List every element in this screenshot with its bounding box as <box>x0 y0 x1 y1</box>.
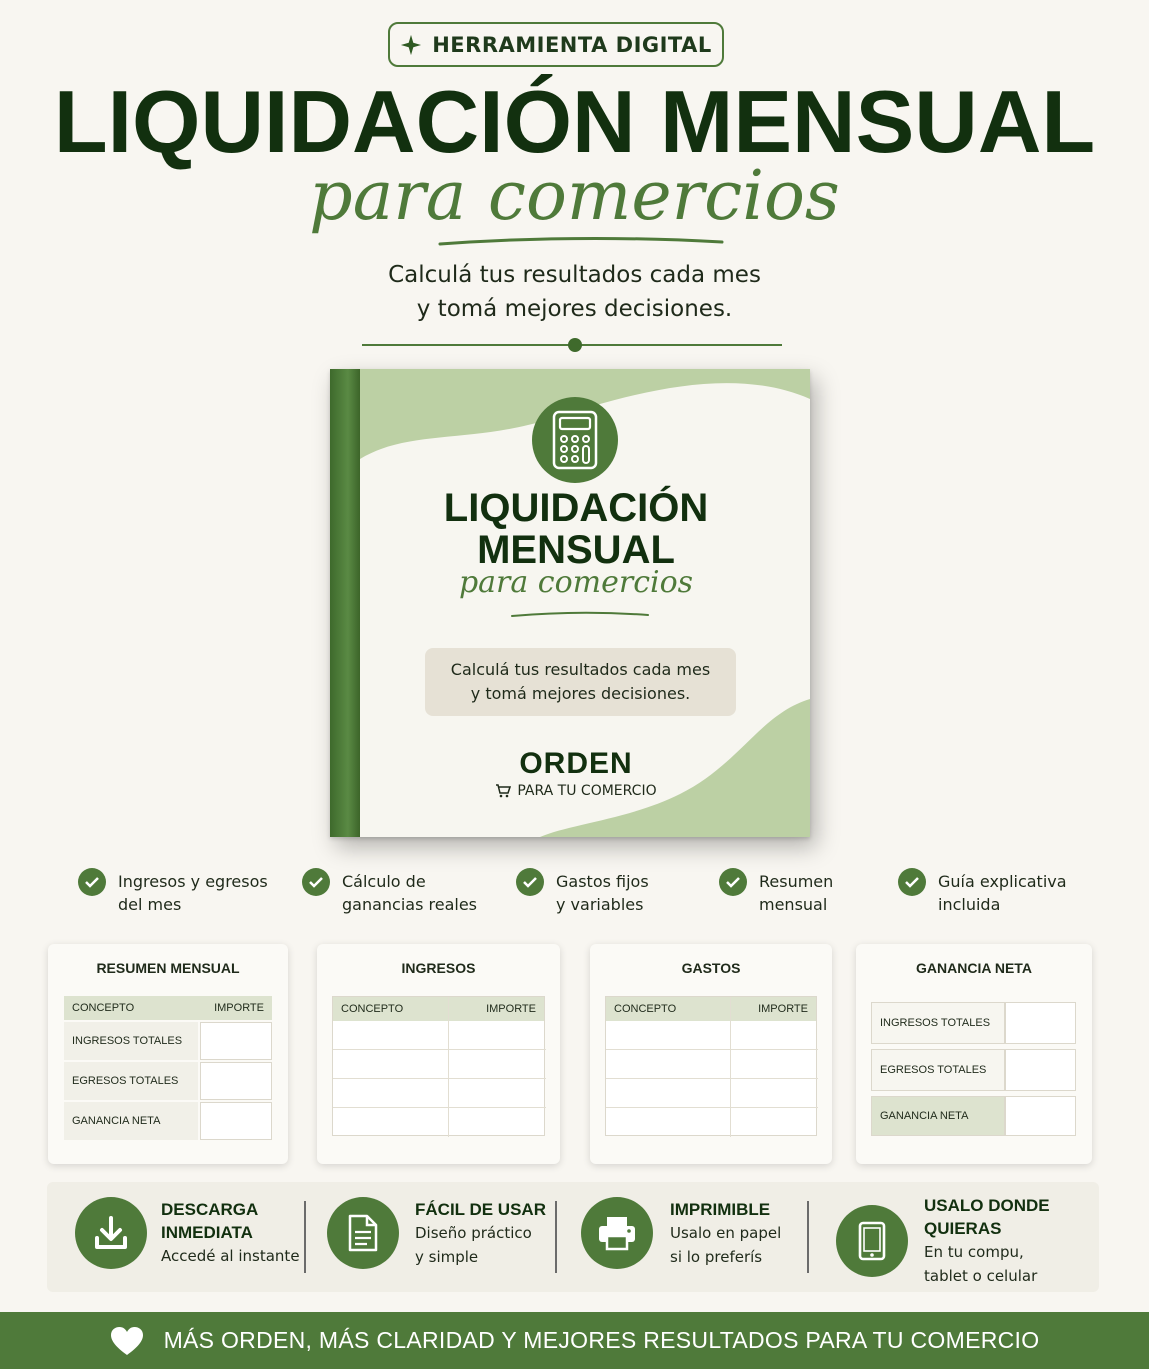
feature-line: incluida <box>938 895 1001 914</box>
col-divider <box>448 997 449 1137</box>
header-subtitle <box>0 258 1149 326</box>
footer-text: MÁS ORDEN, MÁS CLARIDAD Y MEJORES RESULTADOS PARA TU COMERCIO <box>163 1327 1040 1353</box>
printer-icon <box>581 1197 653 1269</box>
benefit-donde-quieras <box>836 1194 1050 1288</box>
benefit-desc-line: Diseño práctico <box>415 1223 532 1242</box>
benefit-imprimible <box>581 1197 781 1269</box>
check-icon <box>78 868 106 896</box>
col-importe: IMPORTE <box>486 1003 536 1015</box>
value-cell[interactable] <box>200 1102 272 1140</box>
benefit-divider <box>807 1201 809 1273</box>
benefit-title-line: DESCARGA <box>161 1200 259 1219</box>
value-cell[interactable] <box>1005 1096 1076 1136</box>
benefit-desc-line: si lo preferís <box>670 1247 763 1266</box>
benefit-divider <box>555 1201 557 1273</box>
gastos-table <box>605 996 817 1136</box>
header-divider-dot <box>568 338 582 352</box>
card-title: GASTOS <box>681 960 741 976</box>
feature-line: ganancias reales <box>342 895 478 914</box>
feature-guia <box>898 870 1067 916</box>
calculator-icon <box>551 409 599 471</box>
main-title: LIQUIDACIÓN MENSUAL <box>53 72 1096 171</box>
feature-ingresos <box>78 870 268 916</box>
table-header <box>64 996 272 1020</box>
feature-line: Resumen <box>759 872 834 891</box>
value-cell[interactable] <box>1005 1002 1076 1044</box>
col-concepto: CONCEPTO <box>341 1003 404 1015</box>
row-label: INGRESOS TOTALES <box>64 1022 198 1060</box>
cart-icon <box>495 784 511 798</box>
subtitle-line-2: y tomá mejores decisiones. <box>416 296 733 322</box>
book-script-underline <box>510 609 650 619</box>
feature-line: Guía explicativa <box>938 872 1067 891</box>
col-divider <box>730 997 731 1137</box>
subtitle-line-1: Calculá tus resultados cada mes <box>388 262 761 288</box>
row-divider <box>333 1107 546 1108</box>
feature-line: Cálculo de <box>342 872 426 891</box>
value-cell[interactable] <box>1005 1049 1076 1091</box>
row-divider <box>606 1078 818 1079</box>
card-title: RESUMEN MENSUAL <box>96 960 240 976</box>
benefit-title-line: USALO DONDE <box>924 1196 1050 1215</box>
benefit-desc-line: En tu compu, <box>924 1243 1024 1261</box>
benefit-desc-line: y simple <box>415 1247 479 1266</box>
row-label: EGRESOS TOTALES <box>64 1062 198 1100</box>
book-subtitle-box <box>425 648 736 716</box>
row-divider <box>333 1078 546 1079</box>
col-concepto: CONCEPTO <box>72 1002 135 1014</box>
benefit-divider <box>304 1201 306 1273</box>
feature-line: Gastos fijos <box>556 872 649 891</box>
feature-resumen <box>719 870 833 916</box>
book-calculator-badge <box>532 397 618 483</box>
benefit-desc-line: Usalo en papel <box>670 1223 782 1242</box>
card-title: GANANCIA NETA <box>916 960 1032 976</box>
value-cell[interactable] <box>200 1022 272 1060</box>
book-tagline <box>360 783 792 799</box>
check-icon <box>898 868 926 896</box>
table-header <box>606 997 816 1021</box>
benefit-desc-line: Accedé al instante <box>161 1247 300 1265</box>
sparkle-icon <box>400 34 422 56</box>
benefit-title-line: INMEDIATA <box>161 1223 253 1242</box>
feature-line: y variables <box>556 895 644 914</box>
benefit-descarga <box>75 1197 300 1269</box>
heart-icon <box>110 1326 144 1356</box>
col-importe: IMPORTE <box>758 1003 808 1015</box>
book-spine <box>330 369 360 837</box>
benefit-title-line: IMPRIMIBLE <box>670 1199 771 1219</box>
download-icon <box>75 1197 147 1269</box>
document-icon <box>327 1197 399 1269</box>
col-concepto: CONCEPTO <box>614 1003 677 1015</box>
feature-gastos <box>516 870 649 916</box>
row-divider <box>606 1049 818 1050</box>
card-ingresos <box>317 944 560 1164</box>
value-cell[interactable] <box>200 1062 272 1100</box>
card-ganancia-neta <box>856 944 1092 1164</box>
benefit-facil <box>327 1197 546 1269</box>
book-title-line-1: LIQUIDACIÓN <box>443 486 709 530</box>
benefit-desc-line: tablet o celular <box>924 1267 1038 1285</box>
benefit-title-line: QUIERAS <box>924 1219 1002 1238</box>
book-box-line-1: Calculá tus resultados cada mes <box>450 660 711 679</box>
card-gastos <box>590 944 832 1164</box>
row-divider <box>606 1107 818 1108</box>
row-divider <box>333 1049 546 1050</box>
row-label: INGRESOS TOTALES <box>871 1002 1005 1044</box>
book-cover <box>330 369 810 837</box>
row-label: GANANCIA NETA <box>871 1096 1005 1136</box>
tablet-icon <box>836 1205 908 1277</box>
resumen-table <box>64 996 272 1142</box>
feature-line: del mes <box>118 895 182 914</box>
book-script-title: para comercios <box>458 565 694 600</box>
feature-calculo <box>302 870 477 916</box>
badge-label: HERRAMIENTA DIGITAL <box>432 32 712 57</box>
benefit-title-line: FÁCIL DE USAR <box>415 1199 546 1219</box>
check-icon <box>719 868 747 896</box>
script-title: para comercios <box>309 157 840 236</box>
book-brand: ORDEN <box>519 747 633 780</box>
book-title <box>360 487 792 571</box>
book-title-line-2: MENSUAL <box>477 528 675 572</box>
col-importe: IMPORTE <box>214 1002 264 1014</box>
check-icon <box>302 868 330 896</box>
book-tagline-text: PARA TU COMERCIO <box>517 783 657 799</box>
herramienta-badge <box>388 22 724 67</box>
book-box-line-2: y tomá mejores decisiones. <box>470 684 691 703</box>
feature-line: Ingresos y egresos <box>118 872 268 891</box>
script-underline <box>438 232 724 248</box>
table-header <box>333 997 544 1021</box>
footer-banner <box>0 1312 1149 1369</box>
card-title: INGRESOS <box>401 960 476 976</box>
feature-line: mensual <box>759 895 828 914</box>
ingresos-table <box>332 996 545 1136</box>
card-resumen-mensual <box>48 944 288 1164</box>
row-label: GANANCIA NETA <box>64 1102 198 1140</box>
row-label: EGRESOS TOTALES <box>871 1049 1005 1091</box>
check-icon <box>516 868 544 896</box>
